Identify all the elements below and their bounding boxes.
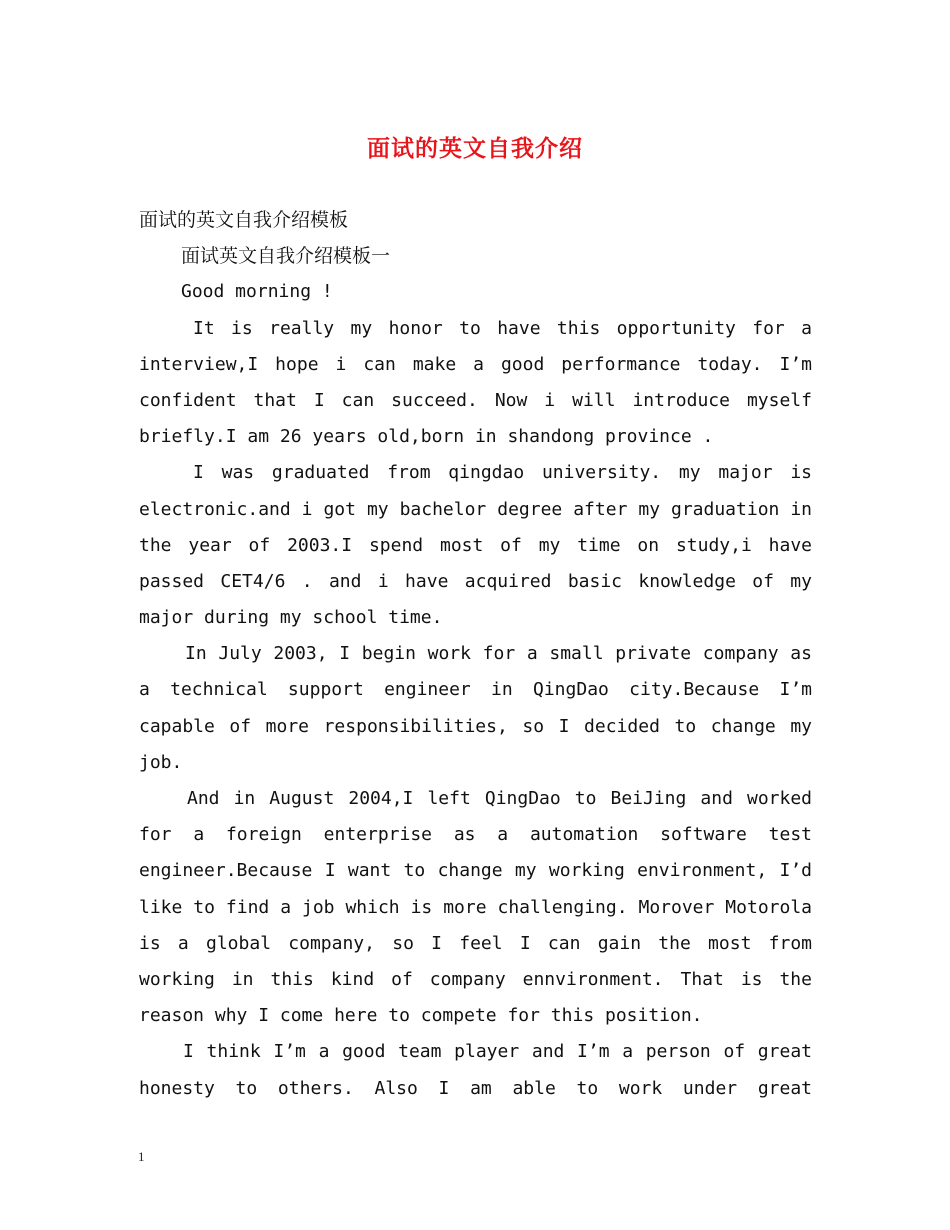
paragraph-line: engineer.Because I want to change my working environment, I’d [139, 860, 812, 882]
paragraph-line: confident that I can succeed. Now i will introduce myself [139, 389, 812, 411]
paragraph-line: And in August 2004,I left QingDao to BeiJing and worked [187, 788, 812, 809]
page-number: 1 [138, 1149, 145, 1164]
paragraph-line: the year of 2003.I spend most of my time on study,i have [139, 534, 812, 556]
subsection-heading: 面试英文自我介绍模板一 [181, 245, 391, 268]
document-body [139, 202, 812, 1107]
paragraph-line: job. [139, 751, 183, 773]
paragraph-line: In July 2003, I begin work for a small private company as [185, 643, 812, 665]
document-title: 面试的英文自我介绍 [367, 136, 583, 162]
greeting-line: Good morning ! [181, 281, 333, 303]
paragraph-line: It is really my honor to have this opportunity for a [193, 317, 812, 339]
paragraph-line: passed CET4/6 . and i have acquired basic knowledge of my [139, 570, 812, 592]
paragraph-line: like to find a job which is more challenging. Morover Motorola [139, 896, 812, 918]
paragraph-line: electronic.and i got my bachelor degree after my graduation in [139, 498, 812, 520]
paragraph-line: reason why I come here to compete for this position. [139, 1005, 703, 1027]
paragraph-line: for a foreign enterprise as a automation software test [139, 824, 812, 846]
paragraph-line: a technical support engineer in QingDao city.Because I’m [139, 679, 812, 701]
paragraph-line: is a global company, so I feel I can gain the most from [139, 932, 812, 954]
paragraph-line: major during my school time. [139, 607, 443, 629]
paragraph-line: interview,I hope i can make a good performance today. I’m [139, 353, 812, 375]
paragraph-line: capable of more responsibilities, so I decided to change my [139, 715, 812, 737]
paragraph-line: I was graduated from qingdao university. my major is [193, 462, 812, 484]
paragraph-line: honesty to others. Also I am able to work under great [139, 1077, 812, 1099]
paragraph-line: working in this kind of company ennvironment. That is the [139, 968, 812, 990]
paragraph-line: briefly.I am 26 years old,born in shandong province . [139, 426, 714, 448]
paragraph-line: I think I’m a good team player and I’m a person of great [183, 1041, 812, 1063]
section-heading: 面试的英文自我介绍模板 [139, 209, 349, 231]
